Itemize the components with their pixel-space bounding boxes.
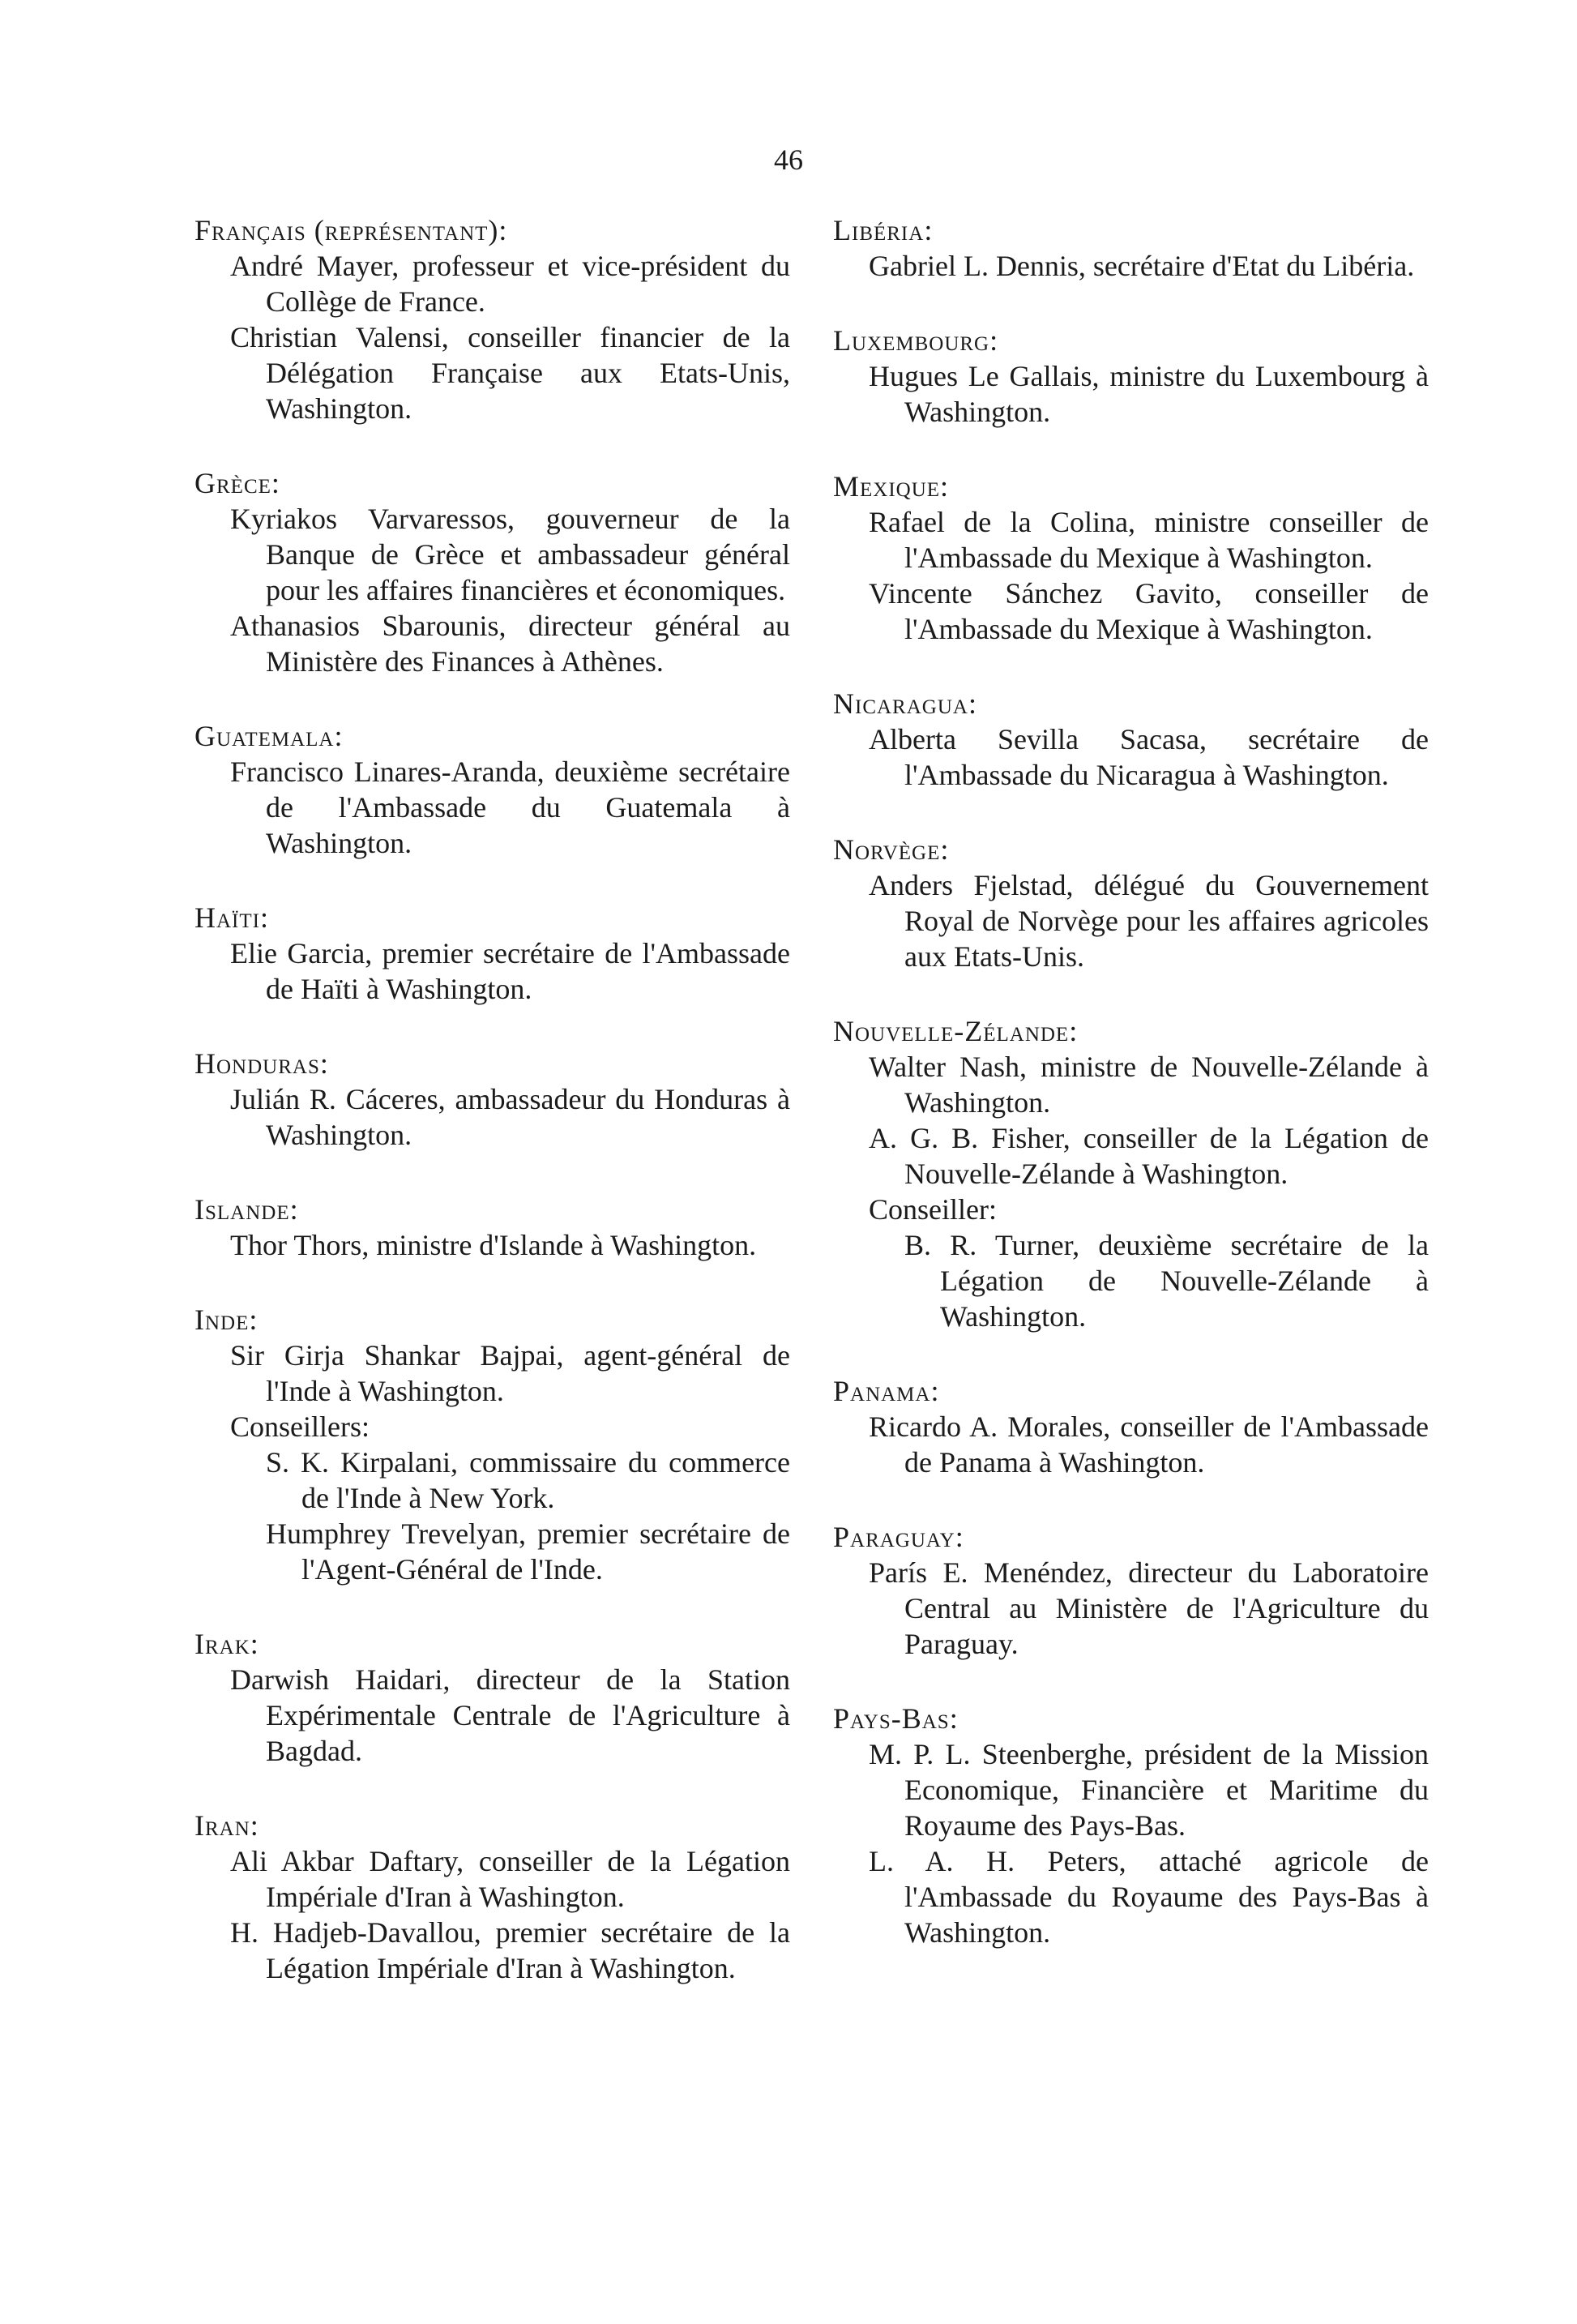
entry: Christian Valensi, conseiller financier de la Délégation Française aux Etats-Unis, Washington. (230, 321, 790, 425)
section-panama (833, 1373, 1429, 1480)
section-heading: Français (représentant): (194, 214, 508, 246)
section-heading: Grèce: (194, 467, 280, 499)
entry: Julián R. Cáceres, ambassadeur du Honduras à Washington. (230, 1083, 790, 1151)
entry: Elie Garcia, premier secrétaire de l'Ambassade de Haïti à Washington. (230, 937, 790, 1005)
entry: Anders Fjelstad, délégué du Gouvernement Royal de Norvège pour les affaires agricoles aux Etats-Unis. (869, 869, 1429, 973)
section-heading: Libéria: (833, 214, 934, 246)
entry: Thor Thors, ministre d'Islande à Washington. (230, 1229, 757, 1261)
section-heading: Panama: (833, 1375, 940, 1407)
section-honduras (194, 1046, 790, 1153)
entry: Darwish Haidari, directeur de la Station Expérimentale Centrale de l'Agriculture à Bagdad. (230, 1663, 790, 1767)
entry: A. G. B. Fisher, conseiller de la Légation de Nouvelle-Zélande à Washington. (869, 1122, 1429, 1190)
section-heading: Luxembourg: (833, 324, 999, 357)
entry: Rafael de la Colina, ministre conseiller de l'Ambassade du Mexique à Washington. (869, 506, 1429, 574)
section-paraguay (833, 1519, 1429, 1662)
section-inde (194, 1302, 790, 1587)
section-heading: Guatemala: (194, 720, 344, 752)
entry: Gabriel L. Dennis, secrétaire d'Etat du Libéria. (869, 250, 1415, 282)
section-heading: Nouvelle-Zélande: (833, 1015, 1079, 1047)
section-liberia (833, 212, 1429, 284)
section-heading: Pays-Bas: (833, 1702, 959, 1735)
section-heading: Irak: (194, 1628, 259, 1660)
section-heading: Islande: (194, 1193, 299, 1226)
section-heading: Norvège: (833, 833, 950, 866)
subheading: Conseillers: (230, 1410, 370, 1443)
section-heading: Nicaragua: (833, 687, 977, 720)
entry: Hugues Le Gallais, ministre du Luxembourg à Washington. (869, 360, 1429, 428)
entry: Alberta Sevilla Sacasa, secrétaire de l'Ambassade du Nicaragua à Washington. (869, 723, 1429, 791)
section-heading: Honduras: (194, 1047, 329, 1080)
left-column (194, 212, 790, 2025)
section-norvege (833, 832, 1429, 974)
section-iran (194, 1808, 790, 1986)
entry: Sir Girja Shankar Bajpai, agent-général de l'Inde à Washington. (230, 1339, 790, 1407)
entry: André Mayer, professeur et vice-président du Collège de France. (230, 250, 790, 318)
entry: Ricardo A. Morales, conseiller de l'Ambassade de Panama à Washington. (869, 1410, 1429, 1479)
entry: S. K. Kirpalani, commissaire du commerce de l'Inde à New York. (266, 1446, 790, 1514)
section-heading: Inde: (194, 1303, 259, 1336)
section-france (194, 212, 790, 426)
section-mexique (833, 469, 1429, 647)
section-guatemala (194, 718, 790, 861)
section-nicaragua (833, 686, 1429, 793)
section-islande (194, 1192, 790, 1263)
section-nouvelle-zelande (833, 1013, 1429, 1334)
section-irak (194, 1626, 790, 1769)
subheading: Conseiller: (869, 1193, 997, 1226)
entry: Athanasios Sbarounis, directeur général au Ministère des Finances à Athènes. (230, 610, 790, 678)
entry: Walter Nash, ministre de Nouvelle-Zélande à Washington. (869, 1051, 1429, 1119)
section-heading: Iran: (194, 1809, 259, 1842)
section-heading: Paraguay: (833, 1521, 964, 1553)
section-luxembourg (833, 323, 1429, 430)
entry: Humphrey Trevelyan, premier secrétaire de l'Agent-Général de l'Inde. (266, 1517, 790, 1586)
entry: H. Hadjeb-Davallou, premier secrétaire de la Légation Impériale d'Iran à Washington. (230, 1916, 790, 1984)
section-pays-bas (833, 1701, 1429, 1950)
entry: París E. Menéndez, directeur du Laboratoire Central au Ministère de l'Agriculture du Paraguay. (869, 1556, 1429, 1660)
entry: Vincente Sánchez Gavito, conseiller de l'Ambassade du Mexique à Washington. (869, 577, 1429, 645)
entry: L. A. H. Peters, attaché agricole de l'Ambassade du Royaume des Pays-Bas à Washington. (869, 1845, 1429, 1949)
entry: Francisco Linares-Aranda, deuxième secrétaire de l'Ambassade du Guatemala à Washington. (230, 755, 790, 859)
entry: Kyriakos Varvaressos, gouverneur de la Banque de Grèce et ambassadeur général pour les affaires financières et économiques. (230, 503, 790, 606)
section-heading: Haïti: (194, 901, 269, 934)
entry: Ali Akbar Daftary, conseiller de la Légation Impériale d'Iran à Washington. (230, 1845, 790, 1913)
entry: M. P. L. Steenberghe, président de la Mission Economique, Financière et Maritime du Royaume des Pays-Bas. (869, 1738, 1429, 1842)
entry: B. R. Turner, deuxième secrétaire de la Légation de Nouvelle-Zélande à Washington. (904, 1229, 1429, 1333)
section-grece (194, 465, 790, 679)
section-heading: Mexique: (833, 470, 950, 503)
section-haiti (194, 900, 790, 1007)
right-column (833, 212, 1429, 1989)
page-number: 46 (774, 143, 803, 176)
